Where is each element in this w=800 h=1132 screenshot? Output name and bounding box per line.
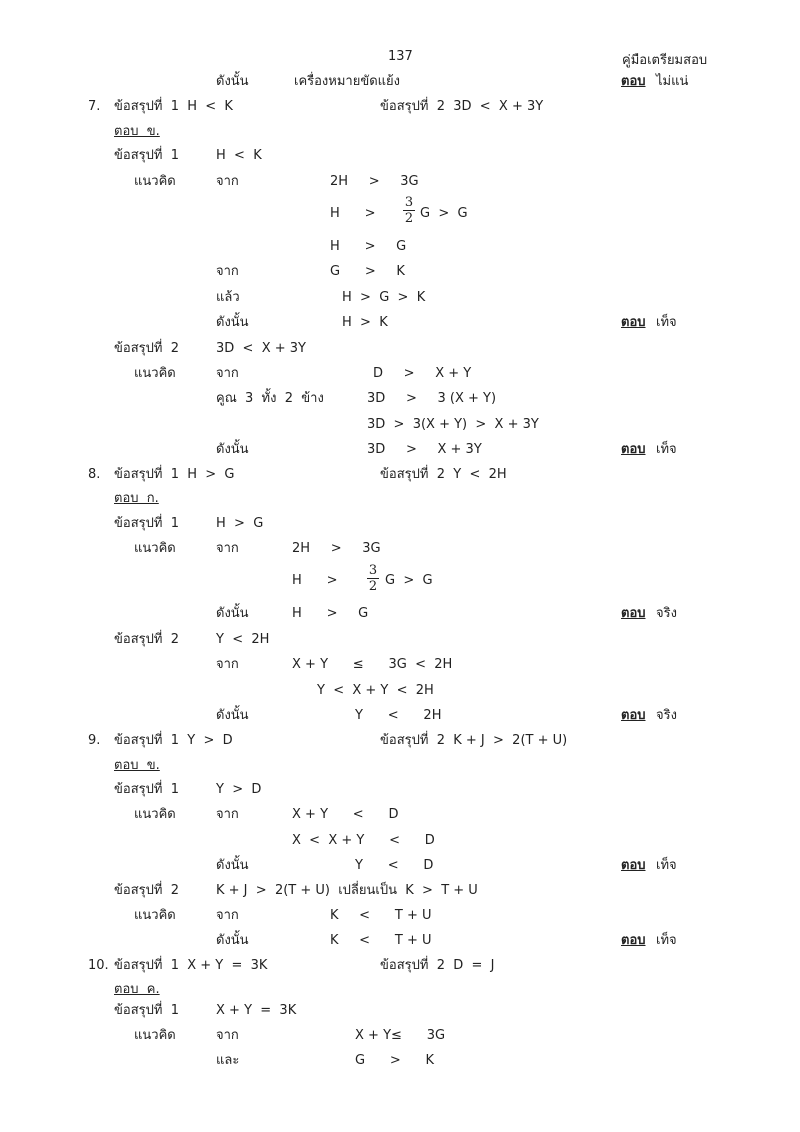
math-line: 3D > 3(X + Y) > X + 3Y [367, 417, 539, 432]
conclusion-expression: H < K [216, 148, 262, 163]
therefore-label: ดังนั้น [216, 933, 249, 948]
from-label: จาก [216, 264, 239, 279]
math-line: G > G [385, 573, 433, 588]
fraction-three-halves [403, 196, 415, 226]
answer-value: เท็จ [656, 442, 677, 457]
math-line: G > K [330, 264, 405, 279]
item-conclusion-1: ข้อสรุปที่ 1 Y > D [114, 733, 233, 748]
math-line: 3D > X + 3Y [367, 442, 482, 457]
from-label: จาก [216, 807, 239, 822]
item-answer: ตอบ ข. [114, 758, 160, 773]
math-line: K < T + U [330, 908, 432, 923]
math-line: H > G [330, 239, 407, 254]
conclusion-expression: Y < 2H [216, 632, 270, 647]
conclusion-expression: K + J > 2(T + U) เปลี่ยนเป็น K > T + U [216, 883, 478, 898]
and-label: และ [216, 1053, 240, 1068]
reasoning-label: แนวคิด [134, 174, 176, 189]
math-line: X + Y≤ 3G [355, 1028, 446, 1043]
math-line: Y < X + Y < 2H [317, 683, 434, 698]
item-conclusion-1: ข้อสรุปที่ 1 X + Y = 3K [114, 958, 268, 973]
fraction-numerator: 3 [404, 195, 414, 210]
book-title: คู่มือเตรียมสอบ [622, 53, 708, 68]
item-conclusion-2: ข้อสรุปที่ 2 3D < X + 3Y [380, 99, 544, 114]
conclusion-heading: ข้อสรุปที่ 1 [114, 148, 179, 163]
conclusion-expression: X + Y = 3K [216, 1003, 297, 1018]
from-label: จาก [216, 174, 239, 189]
fraction-three-halves [367, 564, 379, 594]
from-label: จาก [216, 541, 239, 556]
conclusion-heading: ข้อสรุปที่ 2 [114, 341, 179, 356]
fraction-denominator: 2 [368, 579, 378, 594]
math-line: X + Y < D [292, 807, 399, 822]
math-line: Y < 2H [355, 708, 442, 723]
math-line: 3D > 3 (X + Y) [367, 391, 497, 406]
item-conclusion-1: ข้อสรุปที่ 1 H > G [114, 467, 235, 482]
math-line: 2H > 3G [292, 541, 381, 556]
fraction-denominator: 2 [404, 211, 414, 226]
math-line: G > G [420, 206, 468, 221]
conclusion-heading: ข้อสรุปที่ 2 [114, 632, 179, 647]
item-answer: ตอบ ก. [114, 491, 159, 506]
answer-value: เท็จ [656, 858, 677, 873]
item-number: 8. [88, 467, 101, 482]
answer-label: ตอบ [621, 933, 646, 948]
math-line: Y < D [355, 858, 434, 873]
conclusion-expression: Y > D [216, 782, 262, 797]
answer-label: ตอบ [621, 606, 646, 621]
reasoning-label: แนวคิด [134, 366, 176, 381]
from-label: จาก [216, 908, 239, 923]
math-line: H > G [292, 606, 369, 621]
therefore-label: ดังนั้น [216, 708, 249, 723]
math-line: 2H > 3G [330, 174, 419, 189]
item-conclusion-2: ข้อสรุปที่ 2 Y < 2H [380, 467, 507, 482]
conclusion-expression: H > G [216, 516, 264, 531]
reasoning-label: แนวคิด [134, 541, 176, 556]
item-number: 9. [88, 733, 101, 748]
contradiction-text: เครื่องหมายขัดแย้ง [294, 74, 401, 89]
item-answer: ตอบ ข. [114, 124, 160, 139]
reasoning-label: แนวคิด [134, 1028, 176, 1043]
math-line: G > K [355, 1053, 435, 1068]
math-line: H > G > K [342, 290, 426, 305]
multiply-note: คูณ 3 ทั้ง 2 ข้าง [216, 391, 324, 406]
math-line: D > X + Y [373, 366, 472, 381]
answer-value: จริง [656, 606, 677, 621]
answer-label: ตอบ [621, 315, 646, 330]
therefore-label: ดังนั้น [216, 315, 249, 330]
answer-label: ตอบ [621, 858, 646, 873]
from-label: จาก [216, 657, 239, 672]
reasoning-label: แนวคิด [134, 807, 176, 822]
item-conclusion-2: ข้อสรุปที่ 2 K + J > 2(T + U) [380, 733, 568, 748]
then-label: แล้ว [216, 290, 240, 305]
therefore-label: ดังนั้น [216, 858, 249, 873]
math-line: X + Y ≤ 3G < 2H [292, 657, 453, 672]
from-label: จาก [216, 366, 239, 381]
conclusion-heading: ข้อสรุปที่ 2 [114, 883, 179, 898]
answer-value: ไม่แน่ [656, 74, 689, 89]
therefore-label: ดังนั้น [216, 442, 249, 457]
from-label: จาก [216, 1028, 239, 1043]
item-number: 10. [88, 958, 109, 973]
math-line: K < T + U [330, 933, 432, 948]
math-line: H > K [342, 315, 388, 330]
fraction-numerator: 3 [368, 563, 378, 578]
answer-label: ตอบ [621, 708, 646, 723]
conclusion-expression: 3D < X + 3Y [216, 341, 306, 356]
math-line: H > [292, 573, 338, 588]
answer-label: ตอบ [621, 74, 646, 89]
answer-label: ตอบ [621, 442, 646, 457]
math-line: H > [330, 206, 376, 221]
item-conclusion-1: ข้อสรุปที่ 1 H < K [114, 99, 233, 114]
answer-value: จริง [656, 708, 677, 723]
conclusion-heading: ข้อสรุปที่ 1 [114, 516, 179, 531]
math-line: X < X + Y < D [292, 833, 435, 848]
item-conclusion-2: ข้อสรุปที่ 2 D = J [380, 958, 495, 973]
conclusion-heading: ข้อสรุปที่ 1 [114, 1003, 179, 1018]
conclusion-heading: ข้อสรุปที่ 1 [114, 782, 179, 797]
answer-value: เท็จ [656, 315, 677, 330]
answer-value: เท็จ [656, 933, 677, 948]
item-answer: ตอบ ค. [114, 982, 160, 997]
item-number: 7. [88, 99, 101, 114]
page-number: 137 [388, 49, 413, 64]
therefore-label: ดังนั้น [216, 606, 249, 621]
reasoning-label: แนวคิด [134, 908, 176, 923]
therefore-label: ดังนั้น [216, 74, 249, 89]
